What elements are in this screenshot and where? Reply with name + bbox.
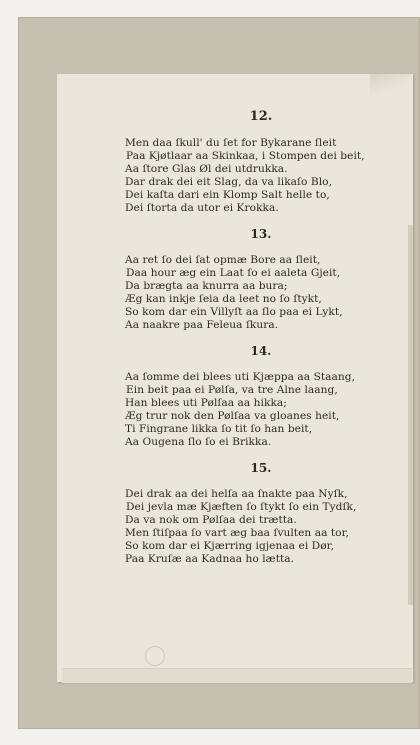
verse-line: Dei ſtorta da utor ei Krokka. [125,202,279,214]
verse-line: Aa ſtore Glas Øl dei utdrukka. [125,163,288,175]
verse-line: So kom dar ein Villyſt aa ſlo paa ei Lykt, [125,306,343,318]
verse-line: Aa Ougena ſlo ſo ei Brikka. [125,436,272,448]
stanza-number: 13. [250,227,272,241]
page-number: 12. [249,109,273,124]
verse-line: So kom dar ei Kjærring igjenaa ei Dør, [125,540,335,552]
verse-line: Men ſtiſpaa ſo vart æg baa ſvulten aa tor, [125,527,349,539]
stanza-number: 15. [250,461,272,475]
verse-line: Dei drak aa dei helſa aa ſnakte paa Nyſk, [125,488,348,500]
stanza-14 [125,371,401,449]
verse-line: Dar drak dei eit Slag, da va likaſo Blo, [125,176,332,188]
verse-line: Daa hour æg ein Laat ſo ei aaleta Gjeit, [126,267,341,279]
verse-line: Men daa ſkull' du ſet for Bykarane ſleit [125,137,337,149]
stanza-13 [125,254,401,332]
verse-line: Æg trur nok den Pølſaa va gloanes heit, [125,410,340,422]
verse-line: Da brægta aa knurra aa bura; [125,280,288,292]
verse-line: Dei kaſta dari ein Klomp Salt helle to, [125,189,330,201]
verse-line: Ti Fingrane likka ſo tit ſo han beit, [125,423,313,435]
page-spine-edge [408,225,413,605]
poem-text [125,110,401,566]
verse-line: Aa ſomme dei blees uti Kjæppa aa Staang, [125,371,356,383]
stanza-1 [125,137,401,215]
verse-line: Han blees uti Pølſaa aa hikka; [125,397,287,409]
verse-line: Paa Kjøtlaar aa Skinkaa, i Stompen dei beit, [126,150,365,162]
verse-line: Æg kan inkje ſeia da leet no ſo ſtykt, [125,293,322,305]
verse-line: Dei jevla mæ Kjæften ſo ſtykt ſo ein Tydſk, [126,501,357,513]
library-stamp [145,646,165,666]
verse-line: Aa ret ſo dei ſat opmæ Bore aa ſleit, [125,254,321,266]
verse-line: Da va nok om Pølſaa dei trætta. [125,514,297,526]
page-fold-edge [62,668,412,683]
verse-line: Paa Kruſæ aa Kadnaa ho lætta. [125,553,295,565]
verse-line: Aa naakre paa Feleua ſkura. [125,319,279,331]
page-corner-fold [370,74,410,96]
verse-line: Ein beit paa ei Pølſa, va tre Alne laang, [126,384,338,396]
stanza-number: 14. [250,344,272,358]
stanza-15 [125,488,401,566]
